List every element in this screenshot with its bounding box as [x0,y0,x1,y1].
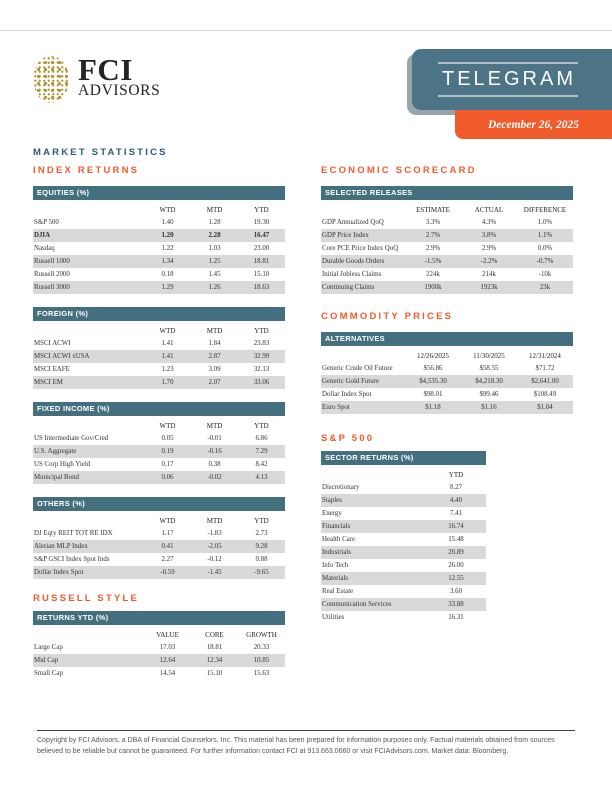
cell-value: -0.01 [207,435,222,442]
cell-value: 10.85 [253,657,270,664]
cell-value: 1.17 [161,530,174,537]
cell-value: 1.23 [161,366,174,373]
sp500-heading: S&P 500 [321,433,375,444]
cell-value: $2,641.00 [531,378,559,385]
table-row [321,520,486,533]
table-row [321,559,486,572]
row-label: Municipal Bond [34,474,79,481]
cell-value: 1.41 [161,353,174,360]
cell-value: -0.59 [160,569,175,576]
table-row [321,611,486,624]
cell-value: 17.03 [159,644,176,651]
commodity-prices-heading: COMMODITY PRICES [321,311,454,322]
cell-value: -1.45 [207,569,222,576]
table-row [33,268,285,281]
cell-value: GROWTH [246,631,277,639]
table-row [33,641,285,654]
cell-value: MTD [206,327,223,335]
row-label: Materials [322,575,349,582]
table-row [33,445,285,458]
cell-value: 7.41 [449,510,463,517]
cell-value: 2.7% [425,232,441,239]
cell-value: 1.26 [208,284,221,291]
cell-value: $1.18 [425,404,441,411]
cell-value: $71.72 [535,365,555,372]
row-label: Euro Spot [322,404,350,411]
table-row [321,585,486,598]
cell-value: 0.38 [208,461,221,468]
row-label: MSCI ACWI [34,340,71,347]
cell-value: YTD [254,422,269,430]
cell-value: -1.83 [207,530,222,537]
cell-value: -1.5% [424,258,442,265]
cell-value: 15.10 [253,271,270,278]
row-label: Russell 1000 [34,258,70,265]
left-column [33,148,285,693]
row-label: Financials [322,523,351,530]
column-header-row [33,416,285,432]
row-label: Utilities [322,614,345,621]
table-row [321,494,486,507]
table-row [321,229,573,242]
cell-value: MTD [206,422,223,430]
cell-value: 214k [482,271,496,278]
cell-value: 224k [426,271,440,278]
sector-returns-table [321,451,486,624]
cell-value: $4,535.30 [419,378,447,385]
cell-value: 8.42 [255,461,268,468]
row-label: Dollar Index Spot [34,569,84,576]
cell-value: 2.07 [208,379,221,386]
cell-value: 0.19 [161,448,174,455]
table-row [33,540,285,553]
row-label: Continuing Claims [322,284,375,291]
table-row [33,376,285,389]
equities-table [33,186,285,294]
cell-value: 18.63 [253,284,270,291]
cell-value: 12.55 [448,575,464,582]
logo-wordmark [78,52,161,99]
column-header-row [321,200,573,216]
cell-value: 12.64 [159,657,176,664]
others-table [33,497,285,579]
logo-primary-text: FCI [78,52,133,87]
cell-value: 15.63 [253,670,270,677]
cell-value: 1.20 [161,232,174,239]
cell-value: -2.05 [207,543,222,550]
table-row [321,255,573,268]
cell-value: 23k [539,284,551,291]
cell-value: 0.06 [161,474,174,481]
row-label: U.S. Aggregate [34,448,77,455]
row-label: Large Cap [34,644,63,651]
cell-value: 1.34 [161,258,174,265]
table-title-bar: EQUITIES (%) [33,186,285,200]
table-row [33,216,285,229]
cell-value: VALUE [156,631,179,639]
cell-value: 1.29 [161,284,174,291]
table-title-bar: OTHERS (%) [33,497,285,511]
cell-value: 0.88 [255,556,268,563]
cell-value: WTD [159,422,176,430]
row-label: MSCI EM [34,379,63,386]
cell-value: 3.60 [449,588,463,595]
row-label: US Corp High Yield [34,461,91,468]
table-row [33,337,285,350]
cell-value: ACTUAL [474,206,504,214]
cell-value: 0.0% [537,245,553,252]
cell-value: 1.28 [208,219,221,226]
row-label: Alerian MLP Index [34,543,88,550]
row-label: MSCI EAFE [34,366,70,373]
cell-value: 1.22 [161,245,174,252]
cell-value: 23.00 [253,245,270,252]
cell-value: 1.40 [161,219,174,226]
economic-scorecard-heading: ECONOMIC SCORECARD [321,165,477,176]
cell-value: YTD [254,517,269,525]
table-title-bar: SELECTED RELEASES [321,186,573,200]
table-row [321,572,486,585]
cell-value: 8.27 [449,484,463,491]
cell-value: 9.28 [255,543,268,550]
table-row [321,268,573,281]
cell-value: 1.25 [208,258,221,265]
cell-value: WTD [159,517,176,525]
table-row [321,598,486,611]
table-title-bar: SECTOR RETURNS (%) [321,451,486,465]
cell-value: 20.33 [253,644,270,651]
cell-value: -0.02 [207,474,222,481]
cell-value: 3.3% [425,219,441,226]
table-row [33,654,285,667]
index-returns-heading: INDEX RETURNS [33,165,140,176]
cell-value: -0.7% [536,258,554,265]
cell-value: 4.40 [449,497,463,504]
table-row [321,375,573,388]
column-header-row [33,625,285,641]
cell-value: 0.41 [161,543,174,550]
row-label: Industrials [322,549,352,556]
table-row [321,362,573,375]
row-label: Discretionary [322,484,360,491]
cell-value: 15.48 [448,536,464,543]
cell-value: -2.2% [480,258,498,265]
table-row [321,401,573,414]
masthead-title: TELEGRAM [441,68,577,90]
issue-date: December 26, 2025 [487,118,580,131]
cell-value: 11/30/2025 [473,352,505,360]
cell-value: ESTIMATE [416,206,450,214]
row-label: Generic Gold Future [322,378,380,385]
footer-disclaimer: Copyright by FCI Advisors, a DBA of Financial Counselors, Inc. This material has been prepared for information purposes only. Factual materials obtained from sources believed to be reliable but cannot be guaranteed. For further information contact FCI at 913.663.0660 or visit FCIAdvisors.com. Market data: Bloomberg. [37,737,555,755]
cell-value: $58.55 [479,365,499,372]
table-row [321,481,486,494]
cell-value: 1.45 [208,271,221,278]
cell-value: -9.65 [254,569,269,576]
footer-rule [37,730,575,731]
table-row [33,255,285,268]
table-row [33,281,285,294]
cell-value: 0.17 [161,461,174,468]
row-label: DJIA [34,232,51,239]
fci-advisors-logo [33,52,161,103]
cell-value: 32.13 [253,366,270,373]
row-label: Health Care [322,536,356,543]
cell-value: -10k [538,271,552,278]
cell-value: 1.84 [208,340,221,347]
masthead-rule-bottom [438,95,578,97]
table-row [321,388,573,401]
cell-value: 16.74 [448,523,464,530]
cell-value: 2.9% [481,245,497,252]
cell-value: DIFFERENCE [523,206,567,214]
foreign-table [33,307,285,389]
table-row [33,242,285,255]
cell-value: 1900k [424,284,442,291]
cell-value: 3.09 [208,366,221,373]
cell-value: 23.83 [253,340,270,347]
cell-value: 2.87 [208,353,221,360]
row-label: Staples [322,497,342,504]
row-label: Durable Goods Orders [322,258,385,265]
cell-value: 15.10 [206,670,223,677]
table-row [321,507,486,520]
table-row [33,458,285,471]
table-row [321,242,573,255]
cell-value: 2.73 [255,530,268,537]
cell-value: MTD [206,206,223,214]
column-header-row [33,511,285,527]
cell-value: 1923k [480,284,498,291]
cell-value: $1.16 [481,404,497,411]
table-row [321,533,486,546]
column-header-row [33,200,285,216]
table-row [33,553,285,566]
table-row [33,471,285,484]
cell-value: $56.86 [423,365,443,372]
cell-value: -0.12 [207,556,222,563]
cell-value: 12/31/2024 [529,352,561,360]
table-row [33,566,285,579]
row-label: Communication Services [322,601,392,608]
cell-value: 2.27 [161,556,174,563]
table-title-bar: FIXED INCOME (%) [33,402,285,416]
cell-value: 1.0% [537,219,553,226]
cell-value: 19.30 [253,219,270,226]
row-label: Real Estate [322,588,354,595]
globe-icon [33,56,69,103]
cell-value: 12/26/2025 [417,352,449,360]
cell-value: -0.16 [207,448,222,455]
cell-value: 1.1% [537,232,553,239]
column-header-row [33,321,285,337]
masthead-rule-top [438,62,578,64]
cell-value: 4.13 [255,474,268,481]
row-label: S&P 500 [34,219,59,226]
cell-value: 32.99 [253,353,270,360]
cell-value: 0.18 [161,271,174,278]
table-row [321,216,573,229]
logo-secondary-text: ADVISORS [78,82,161,99]
russell-style-heading: RUSSELL STYLE [33,593,140,604]
cell-value: 0.05 [161,435,174,442]
table-row [33,667,285,680]
cell-value: WTD [159,206,176,214]
cell-value: 2.9% [425,245,441,252]
cell-value: 14.54 [159,670,176,677]
row-label: Mid Cap [34,657,59,664]
row-label: Initial Jobless Claims [322,271,382,278]
cell-value: 6.86 [255,435,268,442]
cell-value: 3.8% [481,232,497,239]
table-row [33,229,285,242]
cell-value: 33.88 [448,601,464,608]
russell-returns-table [33,611,285,680]
cell-value: 26.00 [448,562,464,569]
fixed-income-table [33,402,285,484]
cell-value: 16.31 [448,614,464,621]
cell-value: 18.81 [206,644,223,651]
row-label: Energy [322,510,342,517]
table-title-bar: FOREIGN (%) [33,307,285,321]
table-title-bar: RETURNS YTD (%) [33,611,285,625]
cell-value: 7.29 [255,448,268,455]
table-row [33,527,285,540]
row-label: US Intermediate Gov/Cred [34,435,109,442]
table-row [33,363,285,376]
row-label: Russell 2000 [34,271,70,278]
row-label: DJ Eqty REIT TOT RE IDX [34,530,113,537]
column-header-row [321,465,486,481]
row-label: MSCI ACWI xUSA [34,353,90,360]
cell-value: YTD [448,471,464,479]
issue-date-ribbon [455,110,612,139]
row-label: Generic Crude Oil Future [322,365,393,372]
column-header-row [321,346,573,362]
row-label: Info Tech [322,562,349,569]
table-title-bar: ALTERNATIVES [321,332,573,346]
selected-releases-table [321,186,573,294]
table-row [33,432,285,445]
table-row [321,281,573,294]
right-column [321,166,573,637]
cell-value: 12.34 [206,657,223,664]
cell-value: 33.06 [253,379,270,386]
row-label: Dollar Index Spot [322,391,372,398]
cell-value: 1.41 [161,340,174,347]
cell-value: $98.01 [423,391,443,398]
telegram-masthead [412,49,612,110]
row-label: GDP Annualized QoQ [322,219,384,226]
cell-value: 2.28 [208,232,221,239]
cell-value: MTD [206,517,223,525]
cell-value: YTD [254,206,269,214]
cell-value: 1.03 [208,245,221,252]
cell-value: 18.81 [253,258,270,265]
market-statistics-heading: MARKET STATISTICS [33,147,168,158]
cell-value: $1.04 [537,404,553,411]
cell-value: 1.70 [161,379,174,386]
cell-value: $4,218.30 [475,378,503,385]
cell-value: YTD [254,327,269,335]
row-label: GDP Price Index [322,232,369,239]
cell-value: $108.49 [533,391,557,398]
row-label: Core PCE Price Index QoQ [322,245,399,252]
row-label: Small Cap [34,670,63,677]
alternatives-table [321,332,573,414]
cell-value: 20.89 [448,549,464,556]
row-label: Nasdaq [34,245,55,252]
row-label: Russell 3000 [34,284,70,291]
row-label: S&P GSCI Index Spot Inds [34,556,110,563]
cell-value: WTD [159,327,176,335]
cell-value: 4.3% [481,219,497,226]
table-row [321,546,486,559]
top-rule [0,30,612,31]
cell-value: CORE [205,631,224,639]
cell-value: 16.47 [253,232,270,239]
cell-value: $99.46 [479,391,499,398]
table-row [33,350,285,363]
